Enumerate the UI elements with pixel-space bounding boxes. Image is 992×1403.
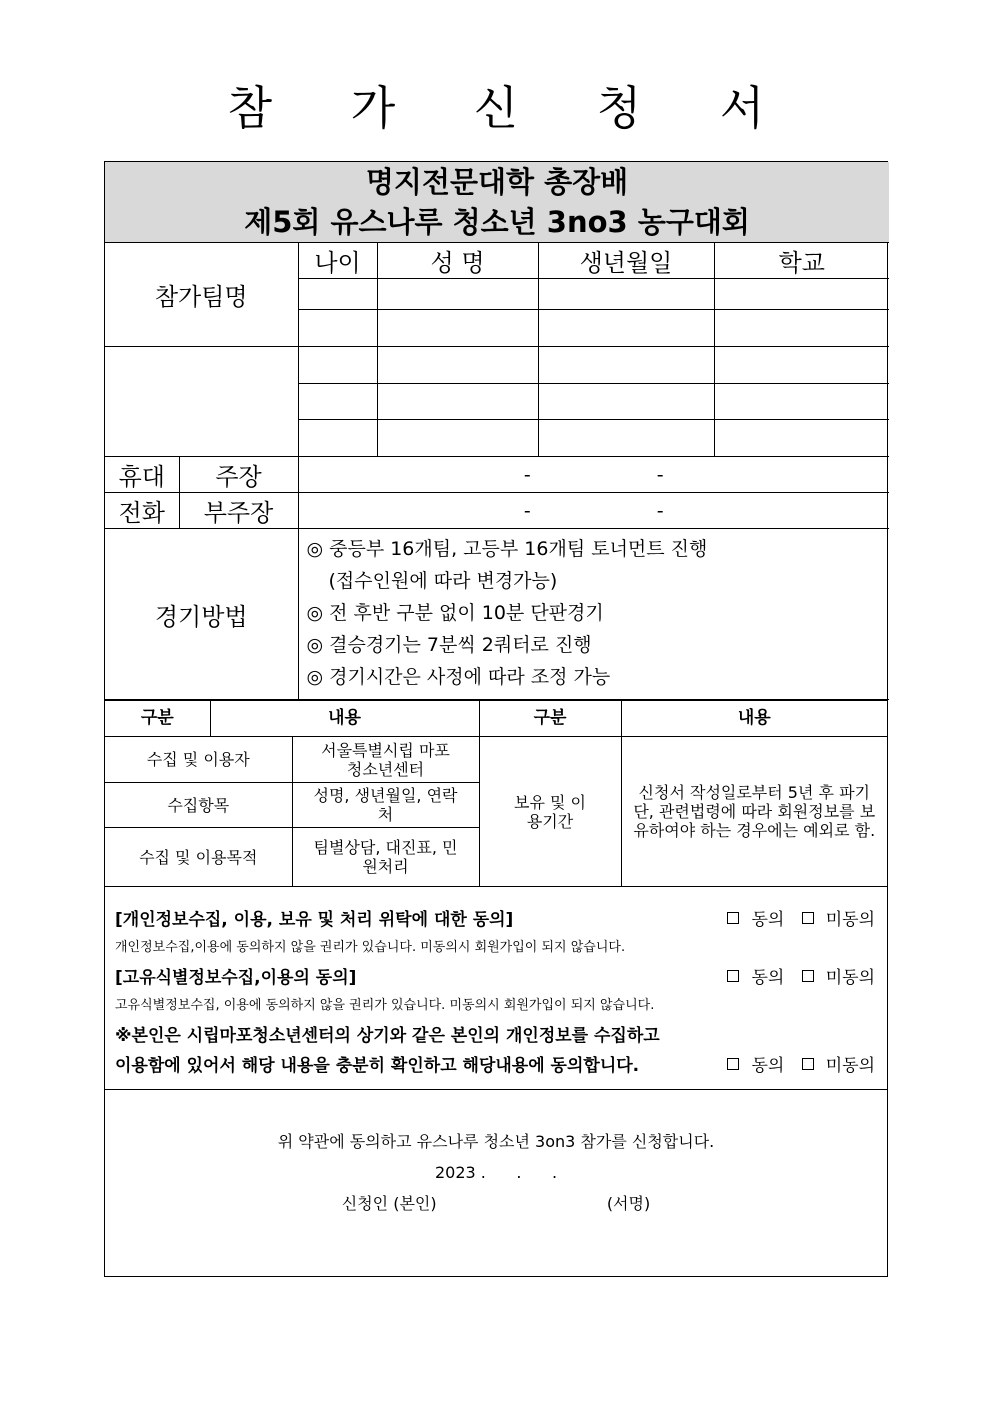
consent-3-disagree-label: 미동의 (825, 1056, 875, 1076)
phone-label-2: 전화 (105, 493, 179, 529)
consent-1-agree-checkbox[interactable] (727, 912, 739, 924)
method-line-5: ◎ 경기시간은 사정에 따라 조정 가능 (306, 666, 611, 688)
consent-1-agree-label: 동의 (751, 910, 785, 930)
consent-2-agree-checkbox[interactable] (727, 970, 739, 982)
applicant-label: 신청인 (본인) (341, 1194, 437, 1213)
consent-3-agree-label: 동의 (751, 1056, 785, 1076)
consent-2-title: [고유식별정보수집,이용의 동의] (115, 968, 357, 988)
member-row-3 (105, 347, 889, 384)
consent-1-note: 개인정보수집,이용에 동의하지 않을 권리가 있습니다. 미동의시 회원가입이 되지 않습니다. (115, 940, 626, 955)
birthdate-field-3[interactable] (538, 347, 714, 384)
col-birthdate: 생년월일 (538, 243, 714, 279)
privacy-table (105, 700, 887, 887)
privacy-category-purpose: 수집 및 이용목적 (105, 828, 292, 887)
consent-2-agree-label: 동의 (751, 968, 785, 988)
event-title-line2: 제5회 유스나루 청소년 3no3 농구대회 (244, 205, 750, 239)
privacy-category-collector: 수집 및 이용자 (105, 737, 292, 783)
col-school: 학교 (714, 243, 889, 279)
vice-captain-phone-field[interactable]: - - (298, 493, 889, 529)
captain-label: 주장 (179, 457, 298, 493)
name-field-4[interactable] (377, 384, 538, 420)
consent-1-disagree-checkbox[interactable] (802, 912, 814, 924)
method-line-2: (접수인원에 따라 변경가능) (328, 570, 558, 592)
age-field-1[interactable] (298, 279, 377, 310)
consent-1-disagree-label: 미동의 (825, 910, 875, 930)
name-field-5[interactable] (377, 420, 538, 457)
application-form (104, 161, 888, 1277)
privacy-col-content-2: 내용 (621, 701, 887, 737)
consent-2-disagree-checkbox[interactable] (802, 970, 814, 982)
privacy-col-category-2: 구분 (479, 701, 621, 737)
consent-1-title: [개인정보수집, 이용, 보유 및 처리 위탁에 대한 동의] (115, 910, 514, 930)
birthdate-field-5[interactable] (538, 420, 714, 457)
team-table (105, 162, 889, 700)
age-field-3[interactable] (298, 347, 377, 384)
signature-field[interactable]: (서명) (606, 1194, 651, 1213)
consent-notice-line-1: ※본인은 시립마포청소년센터의 상기와 같은 본인의 개인정보를 수집하고 (115, 1026, 660, 1046)
method-line-4: ◎ 결승경기는 7분씩 2쿼터로 진행 (306, 634, 592, 656)
name-field-3[interactable] (377, 347, 538, 384)
vice-captain-label: 부주장 (179, 493, 298, 529)
event-header (105, 162, 889, 243)
name-field-2[interactable] (377, 310, 538, 347)
birthdate-field-2[interactable] (538, 310, 714, 347)
age-field-4[interactable] (298, 384, 377, 420)
privacy-col-category-1: 구분 (105, 701, 210, 737)
privacy-category-items: 수집항목 (105, 783, 292, 828)
retention-label: 보유 및 이용기간 (479, 737, 621, 887)
consent-section (105, 887, 887, 1090)
privacy-content-items: 성명, 생년월일, 연락처 (292, 783, 479, 828)
privacy-col-content-1: 내용 (210, 701, 479, 737)
signature-section (105, 1090, 887, 1219)
consent-notice-line-2: 이용함에 있어서 해당 내용을 충분히 확인하고 해당내용에 동의합니다. (115, 1056, 640, 1076)
school-field-2[interactable] (714, 310, 889, 347)
consent-3-disagree-checkbox[interactable] (802, 1058, 814, 1070)
privacy-content-purpose: 팀별상담, 대진표, 민원처리 (292, 828, 479, 887)
phone-label-1: 휴대 (105, 457, 179, 493)
team-name-label: 참가팀명 (105, 243, 298, 347)
privacy-content-collector: 서울특별시립 마포청소년센터 (292, 737, 479, 783)
col-name: 성 명 (377, 243, 538, 279)
school-field-5[interactable] (714, 420, 889, 457)
retention-content: 신청서 작성일로부터 5년 후 파기단, 관련법령에 따라 회원정보를 보유하여야 하는 경우에는 예외로 함. (621, 737, 887, 887)
school-field-4[interactable] (714, 384, 889, 420)
name-field-1[interactable] (377, 279, 538, 310)
consent-2-disagree-label: 미동의 (825, 968, 875, 988)
game-method-content (298, 529, 889, 700)
school-field-3[interactable] (714, 347, 889, 384)
method-line-3: ◎ 전 후반 구분 없이 10분 단판경기 (306, 602, 604, 624)
birthdate-field-4[interactable] (538, 384, 714, 420)
date-field[interactable]: 2023 . . . (434, 1163, 558, 1182)
captain-phone-field[interactable]: - - (298, 457, 889, 493)
page-title: 참 가 신 청 서 (227, 81, 797, 135)
age-field-2[interactable] (298, 310, 377, 347)
consent-2-note: 고유식별정보수집, 이용에 동의하지 않을 권리가 있습니다. 미동의시 회원가입이 되지 않습니다. (115, 998, 655, 1013)
birthdate-field-1[interactable] (538, 279, 714, 310)
col-age: 나이 (298, 243, 377, 279)
game-method-label: 경기방법 (105, 529, 298, 700)
team-name-field[interactable] (105, 347, 298, 457)
age-field-5[interactable] (298, 420, 377, 457)
application-statement: 위 약관에 동의하고 유스나루 청소년 3on3 참가를 신청합니다. (277, 1132, 715, 1151)
school-field-1[interactable] (714, 279, 889, 310)
event-title-line1: 명지전문대학 총장배 (365, 165, 629, 199)
method-line-1: ◎ 중등부 16개팀, 고등부 16개팀 토너먼트 진행 (306, 538, 708, 560)
consent-3-agree-checkbox[interactable] (727, 1058, 739, 1070)
